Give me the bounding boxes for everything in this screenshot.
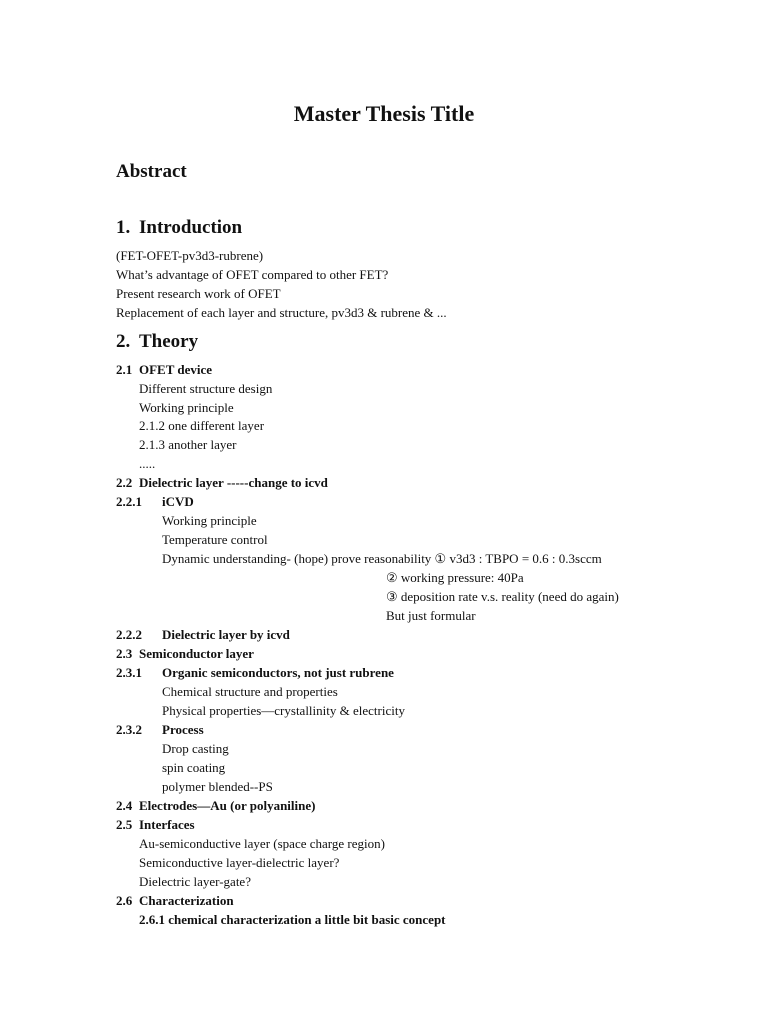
section-heading: OFET device (139, 362, 213, 377)
theory-number: 2. (116, 331, 131, 352)
subsection-line: Dynamic understanding- (hope) prove reasonability ① v3d3 : TBPO = 0.6 : 0.3sccm (162, 551, 602, 566)
section-number: 2.6 (116, 893, 133, 908)
section-line: Different structure design (139, 381, 273, 396)
theory-heading: Theory (139, 331, 199, 352)
section-line: Au-semiconductive layer (space charge region) (139, 836, 385, 851)
section-number: 2.5 (116, 817, 133, 832)
subsection-line: Drop casting (162, 741, 229, 756)
intro-line: (FET-OFET-pv3d3-rubrene) (116, 248, 264, 263)
subsection-line: Physical properties—crystallinity & electricity (162, 703, 405, 718)
section-line: ..... (139, 456, 156, 471)
intro-number: 1. (116, 217, 131, 238)
section-heading: Dielectric layer -----change to icvd (139, 475, 328, 490)
subsection-line: polymer blended--PS (162, 779, 273, 794)
abstract-heading: Abstract (116, 161, 187, 182)
subsection-heading: Organic semiconductors, not just rubrene (162, 665, 394, 680)
subsection-line: Temperature control (162, 532, 268, 547)
section-heading: Interfaces (139, 817, 195, 832)
section-heading: Electrodes—Au (or polyaniline) (139, 798, 316, 813)
section-line: 2.1.2 one different layer (139, 418, 265, 433)
intro-line: Replacement of each layer and structure, pv3d3 & rubrene & ... (116, 305, 447, 320)
section-number: 2.1 (116, 362, 133, 377)
subsection-line: Chemical structure and properties (162, 684, 338, 699)
subsection-number: 2.3.2 (116, 722, 142, 737)
section-line: Working principle (139, 400, 234, 415)
section-line: Semiconductive layer-dielectric layer? (139, 855, 340, 870)
subsection-number: 2.2.2 (116, 627, 142, 642)
subsection-line: Working principle (162, 513, 257, 528)
section-line: 2.1.3 another layer (139, 437, 237, 452)
intro-heading: Introduction (139, 217, 243, 238)
subsection-number: 2.3.1 (116, 665, 142, 680)
section-line: Dielectric layer-gate? (139, 874, 251, 889)
section-number: 2.3 (116, 646, 133, 661)
section-heading: Characterization (139, 893, 234, 908)
subsection-line: spin coating (162, 760, 226, 775)
subsection-indented-line: ② working pressure: 40Pa (386, 570, 524, 585)
intro-line: Present research work of OFET (116, 286, 281, 301)
document-title: Master Thesis Title (293, 101, 475, 126)
subsection-indented-line: ③ deposition rate v.s. reality (need do again) (386, 589, 619, 604)
subsection-indented-line: But just formular (386, 608, 476, 623)
subsection-heading: Process (162, 722, 204, 737)
section-number: 2.4 (116, 798, 133, 813)
subsection-heading: iCVD (162, 494, 194, 509)
section-number: 2.2 (116, 475, 133, 490)
section-heading: Semiconductor layer (139, 646, 254, 661)
subsection-number: 2.2.1 (116, 494, 142, 509)
subsection-heading: Dielectric layer by icvd (162, 627, 290, 642)
subsection-heading: 2.6.1 chemical characterization a little bit basic concept (139, 912, 446, 927)
intro-line: What’s advantage of OFET compared to other FET? (116, 267, 389, 282)
